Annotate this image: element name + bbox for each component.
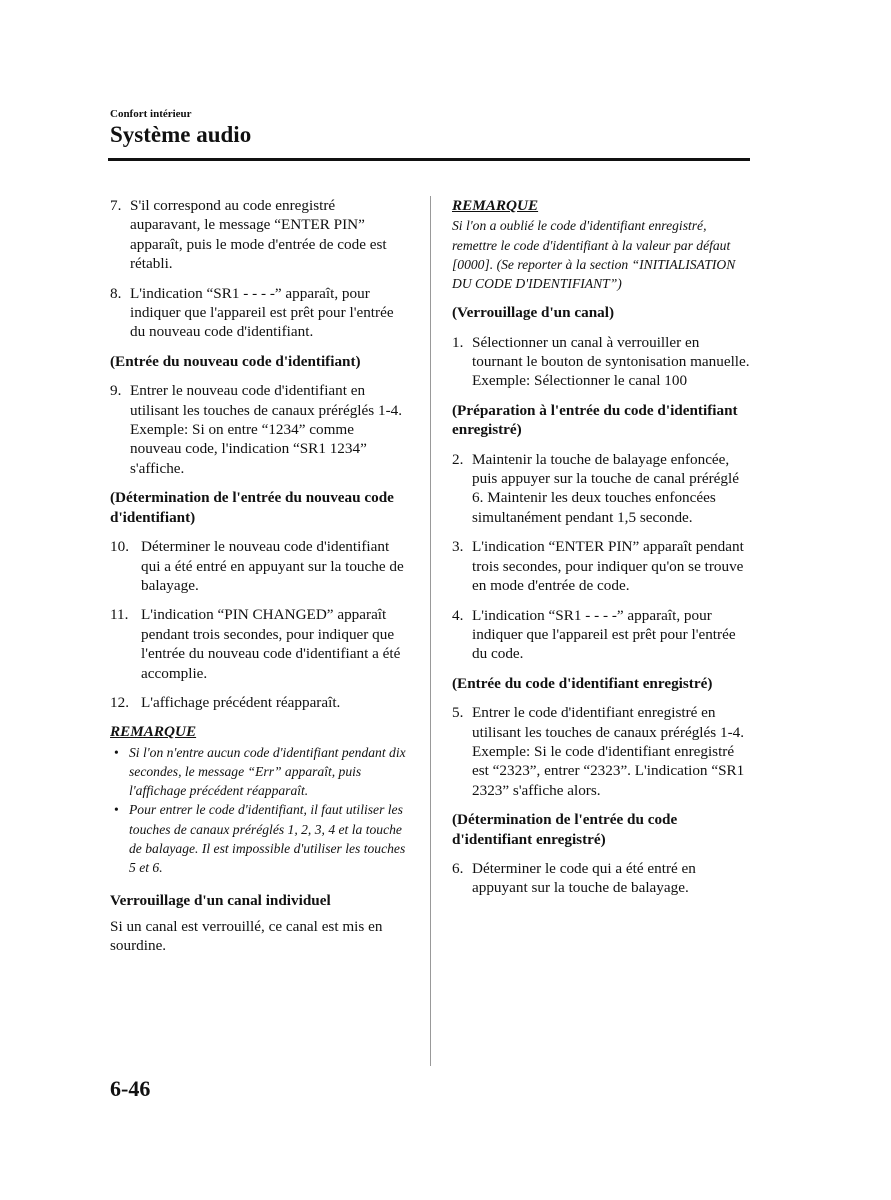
- step-text: Déterminer le nouveau code d'identifiant qui a été entré en appuyant sur la touche de balayage.: [141, 538, 404, 594]
- step-item: [452, 703, 752, 800]
- step-number: 3.: [452, 538, 464, 556]
- column-divider: [430, 196, 431, 1066]
- step-item: [452, 333, 752, 391]
- section-paragraph: Si un canal est verrouillé, ce canal est mis en sourdine.: [110, 917, 383, 954]
- step-number: 4.: [452, 606, 464, 624]
- section-heading: Verrouillage d'un canal individuel: [110, 892, 331, 910]
- step-item: [110, 196, 408, 274]
- step-text: Sélectionner un canal à verrouiller en tournant le bouton de syntonisation manuelle. Exemple: Sélectionner le canal 100: [472, 333, 750, 390]
- step-number: 8.: [110, 284, 122, 302]
- page-title: Système audio: [110, 122, 252, 147]
- step-text: Entrer le code d'identifiant enregistré en utilisant les touches de canaux préréglés 1-4. Exemple: Si le code d'identifiant enregistré est “2323”, entrer “2323”. L'indication “SR1 2323” s'affiche alors.: [472, 704, 745, 799]
- step-number: 10.: [110, 538, 129, 556]
- step-text: L'indication “PIN CHANGED” apparaît pendant trois secondes, pour indiquer que l'entrée du nouveau code d'identifiant a été accomplie.: [141, 606, 401, 682]
- step-number: 12.: [110, 693, 129, 711]
- left-column: [110, 196, 408, 965]
- page-number: 6-46: [110, 1076, 151, 1101]
- step-text-line: Exemple: Si on entre “1234” comme nouveau code, l'indication “SR1 1234” s'affiche.: [130, 421, 367, 477]
- bullet-icon: •: [114, 744, 119, 760]
- remark-item-text: Si l'on n'entre aucun code d'identifiant pendant dix secondes, le message “Err” apparaît, puis l'affichage précédent réapparaît.: [129, 744, 406, 799]
- subheading: (Détermination de l'entrée du code d'identifiant enregistré): [452, 811, 678, 848]
- step-number: 9.: [110, 382, 122, 400]
- subheading: (Détermination de l'entrée du nouveau code d'identifiant): [110, 489, 394, 526]
- step-item: [452, 606, 752, 664]
- step-text: [130, 381, 408, 478]
- step-text: L'indication “SR1 - - - -” apparaît, pour indiquer que l'appareil est prêt pour l'entrée du nouveau code d'identifiant.: [130, 284, 394, 341]
- right-column: [452, 196, 752, 908]
- step-item: [110, 284, 408, 342]
- remark-title: REMARQUE: [110, 723, 197, 741]
- step-text-line: Entrer le nouveau code d'identifiant en utilisant les touches de canaux préréglés 1-4.: [130, 382, 403, 419]
- subheading: (Préparation à l'entrée du code d'identifiant enregistré): [452, 401, 738, 439]
- step-text: Déterminer le code qui a été entré en appuyant sur la touche de balayage.: [472, 859, 696, 897]
- step-item: [452, 859, 752, 898]
- step-number: 11.: [110, 606, 129, 624]
- step-item: [110, 605, 408, 683]
- step-text: Maintenir la touche de balayage enfoncée, puis appuyer sur la touche de canal préréglé 6. Maintenir les deux touches enfoncées simultanément pendant 1,5 seconde.: [472, 450, 739, 526]
- step-number: 7.: [110, 197, 122, 214]
- remark-item-text: Pour entrer le code d'identifiant, il faut utiliser les touches de canaux préréglés 1, 2, 3, 4 et la touche de balayage. Il est impossible d'utiliser les touches 5 et 6.: [129, 802, 406, 875]
- step-item: [452, 450, 752, 528]
- section-label: Confort intérieur: [110, 108, 192, 120]
- step-item: [110, 693, 408, 712]
- subheading: (Entrée du nouveau code d'identifiant): [110, 352, 361, 370]
- bullet-icon: •: [114, 802, 119, 818]
- remark-text: Si l'on a oublié le code d'identifiant enregistré, remettre le code d'identifiant à la valeur par défaut [0000]. (Se reporter à la section “INITIALISATION DU CODE D'IDENTIFIANT”): [452, 218, 736, 292]
- subheading: (Verrouillage d'un canal): [452, 304, 615, 322]
- step-text: L'affichage précédent réapparaît.: [141, 693, 341, 711]
- page-header: [110, 108, 251, 148]
- remark-list: [110, 743, 408, 877]
- step-text: L'indication “ENTER PIN” apparaît pendant trois secondes, pour indiquer qu'on se trouve en mode d'entrée de code.: [472, 538, 744, 595]
- remark-item: [110, 743, 408, 801]
- header-divider: [108, 158, 750, 161]
- step-number: 5.: [452, 704, 464, 722]
- step-number: 2.: [452, 450, 464, 468]
- subheading: (Entrée du code d'identifiant enregistré): [452, 674, 713, 692]
- step-number: 1.: [452, 333, 464, 351]
- remark-title: REMARQUE: [452, 197, 539, 214]
- step-number: 6.: [452, 859, 464, 877]
- remark-item: [110, 800, 408, 877]
- step-text: S'il correspond au code enregistré auparavant, le message “ENTER PIN” apparaît, puis le mode d'entrée de code est rétabli.: [130, 197, 387, 273]
- step-item: [110, 381, 408, 478]
- step-text: L'indication “SR1 - - - -” apparaît, pour indiquer que l'appareil est prêt pour l'entrée du code.: [472, 606, 736, 663]
- step-item: [110, 537, 408, 595]
- step-item: [452, 537, 752, 595]
